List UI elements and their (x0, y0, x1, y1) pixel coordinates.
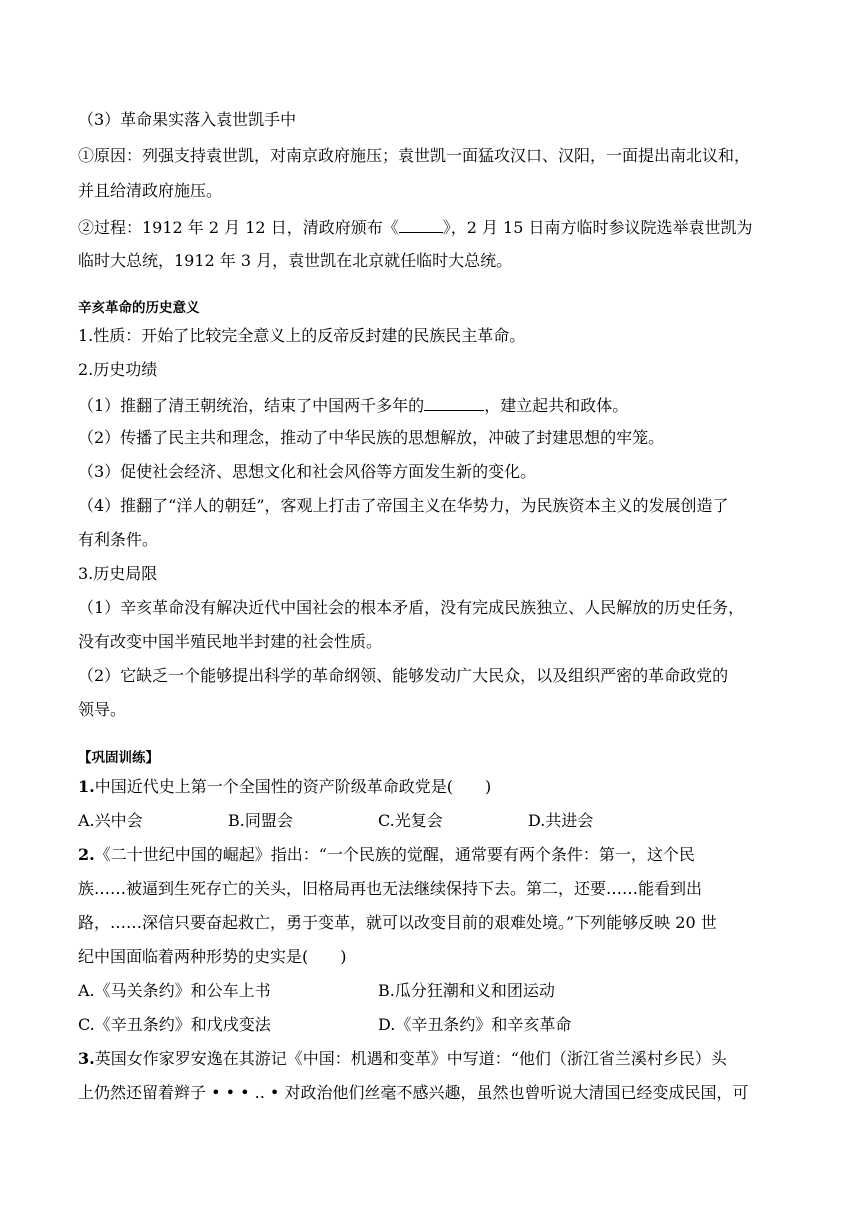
limit-2-line-1: （2）它缺乏一个能够提出科学的革命纲领、能够发动广大民众，以及组织严密的革命政党的 (78, 666, 729, 685)
reason-line-2: 并且给清政府施压。 (78, 181, 223, 200)
q1-option-c: C.光复会 (378, 811, 443, 830)
merits-title: 2.历史功绩 (78, 360, 158, 379)
question-3-line-1 (78, 1049, 727, 1069)
question-2-line-4: 纪中国面临着两种形势的史实是( ) (78, 947, 347, 966)
question-number: 2. (78, 845, 95, 864)
q2-option-d: D.《辛丑条约》和辛亥革命 (378, 1015, 572, 1034)
merit-1 (78, 394, 628, 416)
fill-blank (399, 216, 443, 233)
limit-1-line-1: （1）辛亥革命没有解决近代中国社会的根本矛盾，没有完成民族独立、人民解放的历史任务， (78, 598, 745, 617)
limit-2-line-2: 领导。 (78, 700, 127, 719)
q2-option-c: C.《辛丑条约》和戊戌变法 (78, 1015, 271, 1034)
question-number: 1. (78, 777, 95, 796)
question-3-line-2: 上仍然还留着辫子 • • • .. • 对政治他们丝毫不感兴趣，虽然也曾听说大清国已经变成民国，可 (78, 1083, 749, 1102)
merit-4-line-1: （4）推翻了“洋人的朝廷”，客观上打击了帝国主义在华势力，为民族资本主义的发展创造了 (78, 496, 729, 515)
question-2-line-3: 路，……深信只要奋起救亡，勇于变革，就可以改变目前的艰难处境。”下列能够反映 20 世 (78, 913, 717, 932)
nature-line: 1.性质：开始了比较完全意义上的反帝反封建的民族民主革命。 (78, 326, 526, 345)
merit-2: （2）传播了民主共和理念，推动了中华民族的思想解放，冲破了封建思想的牢笼。 (78, 428, 665, 447)
q1-option-b: B.同盟会 (228, 811, 293, 830)
process-line-2: 临时大总统，1912 年 3 月，袁世凯在北京就任临时大总统。 (78, 251, 513, 270)
question-text: 英国女作家罗安逸在其游记《中国：机遇和变革》中写道：“他们（浙江省兰溪村乡民）头 (94, 1049, 727, 1068)
exercise-heading: 【巩固训练】 (78, 750, 159, 766)
question-2-line-1 (78, 845, 695, 865)
question-2-line-2: 族……被逼到生死存亡的关头，旧格局再也无法继续保持下去。第二，还要……能看到出 (78, 879, 703, 898)
section-heading: 辛亥革命的历史意义 (78, 300, 200, 316)
q2-option-a: A.《马关条约》和公车上书 (78, 981, 271, 1000)
question-number: 3. (78, 1049, 95, 1068)
item-3: （3）革命果实落入袁世凯手中 (78, 110, 297, 129)
limit-1-line-2: 没有改变中国半殖民地半封建的社会性质。 (78, 632, 383, 651)
question-text: 《二十世纪中国的崛起》指出：“一个民族的觉醒，通常要有两个条件：第一，这个民 (94, 845, 695, 864)
merit-3: （3）促使社会经济、思想文化和社会风俗等方面发生新的变化。 (78, 462, 537, 481)
process-line-1 (78, 216, 753, 238)
merit-1-text-a: （1）推翻了清王朝统治，结束了中国两千多年的 (78, 396, 425, 415)
fill-blank (424, 394, 484, 411)
q2-option-b: B.瓜分狂潮和义和团运动 (378, 981, 555, 1000)
merit-4-line-2: 有利条件。 (78, 530, 159, 549)
limits-title: 3.历史局限 (78, 564, 158, 583)
q1-option-d: D.共进会 (528, 811, 594, 830)
q1-option-a: A.兴中会 (78, 811, 143, 830)
reason-line-1: ①原因：列强支持袁世凯，对南京政府施压；袁世凯一面猛攻汉口、汉阳，一面提出南北议和， (78, 146, 751, 165)
question-text: 中国近代史上第一个全国性的资产阶级革命政党是( ) (94, 777, 492, 796)
merit-1-text-b: ，建立起共和政体。 (484, 396, 629, 415)
process-text-a: ②过程：1912 年 2 月 12 日，清政府颁布《 (78, 218, 399, 237)
question-1 (78, 777, 491, 797)
process-text-b: 》，2 月 15 日南方临时参议院选举袁世凯为 (442, 218, 753, 237)
